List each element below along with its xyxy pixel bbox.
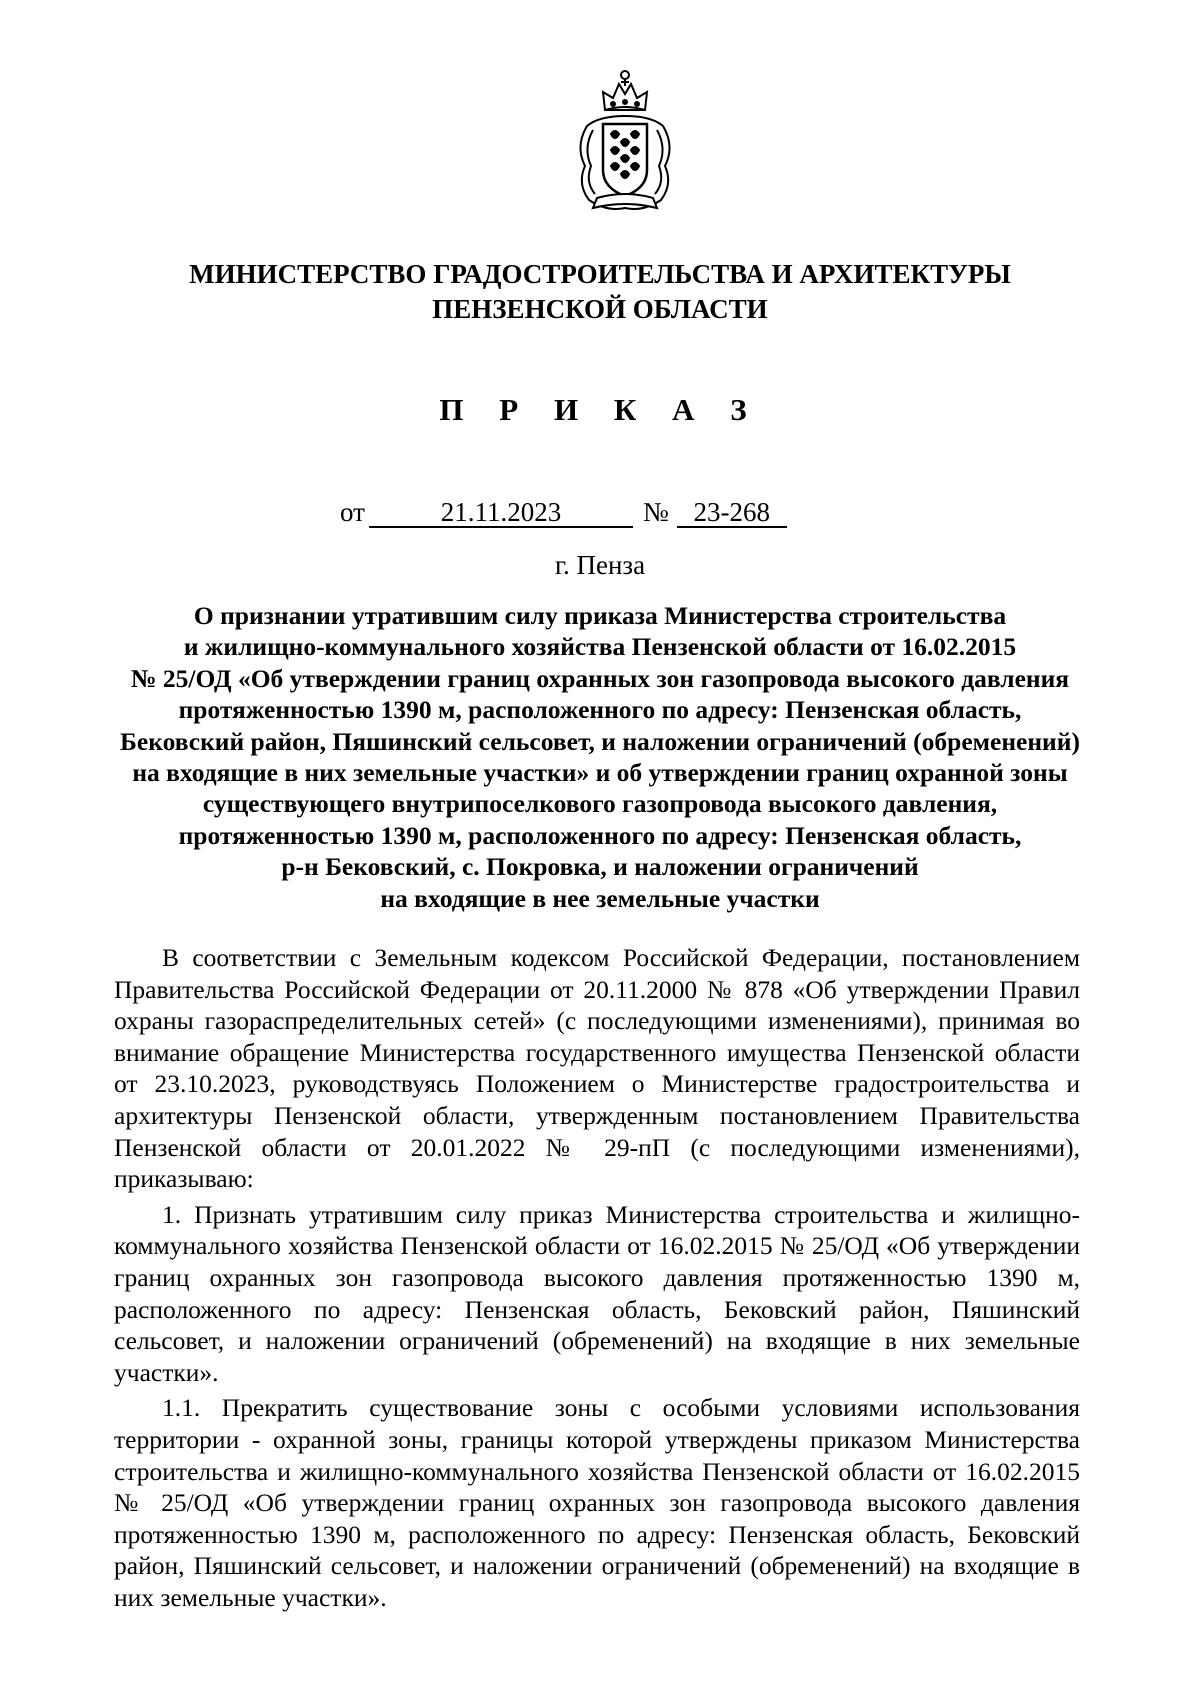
preamble-paragraph: В соответствии с Земельным кодексом Российской Федерации, постановлением Правительства Российской Федерации от 20.11.2000 № 878 «Об утверждении Правил охраны газораспределительных сетей» (с последующими изменениями), принимая во внимание обращение Министерства государственного имущества Пензенской области от 23.10.2023, руководствуясь Положением о Министерстве градостроительства и архитектуры Пензенской области, утвержденным постановлением Правительства Пензенской области от 20.01.2022 № 29-пП (с последующими изменениями), приказываю: <box>114 943 1080 1194</box>
item-1-paragraph: 1. Признать утратившим силу приказ Министерства строительства и жилищно-коммунального хозяйства Пензенской области от 16.02.2015 № 25/ОД «Об утверждении границ охранных зон газопровода высокого давления протяженностью 1390 м, расположенного по адресу: Пензенская область, Бековский район, Пяшинский сельсовет, и наложении ограничений (обременений) на входящие в них земельные участки». <box>114 1199 1080 1387</box>
order-number: 23-268 <box>677 498 787 528</box>
subject-line: протяженностью 1390 м, расположенного по адресу: Пензенская область, <box>178 820 1022 850</box>
subject-line: Бековский район, Пяшинский сельсовет, и наложении ограничений (обременений) <box>120 726 1080 756</box>
order-date-number-line <box>340 497 787 528</box>
ministry-name-line-2: ПЕНЗЕНСКОЙ ОБЛАСТИ <box>432 294 768 324</box>
subject-line: на входящие в нее земельные участки <box>380 883 820 913</box>
ministry-name <box>100 257 1100 327</box>
number-sign: № <box>642 497 669 527</box>
document-type-title: П Р И К А З <box>439 392 761 427</box>
subject-line: № 25/ОД «Об утверждении границ охранных зон газопровода высокого давления <box>130 663 1070 693</box>
city-name: г. Пенза <box>554 550 646 580</box>
order-date: 21.11.2023 <box>369 498 633 528</box>
subject-line: р-н Бековский, с. Покровка, и наложении ограничений <box>281 852 919 882</box>
subject-line: на входящие в них земельные участки» и об утверждении границ охранной зоны <box>132 758 1068 788</box>
order-subject <box>110 600 1090 914</box>
subject-line: и жилищно-коммунального хозяйства Пензенской области от 16.02.2015 <box>183 632 1017 662</box>
subject-line: протяженностью 1390 м, расположенного по адресу: Пензенская область, <box>178 695 1022 725</box>
date-prefix: от <box>340 497 365 527</box>
ministry-name-line-1: МИНИСТЕРСТВО ГРАДОСТРОИТЕЛЬСТВА И АРХИТЕКТУРЫ <box>189 259 1011 289</box>
item-1-1-paragraph: 1.1. Прекратить существование зоны с особыми условиями использования территории - охранной зоны, границы которой утверждены приказом Министерства строительства и жилищно-коммунального хозяйства Пензенской области от 16.02.2015 № 25/ОД «Об утверждении границ охранных зон газопровода высокого давления протяженностью 1390 м, расположенного по адресу: Пензенская область, Бековский район, Пяшинский сельсовет, и наложении ограничений (обременений) на входящие в них земельные участки». <box>114 1393 1080 1612</box>
subject-line: существующего внутрипоселкового газопровода высокого давления, <box>202 789 998 819</box>
coat-of-arms-icon <box>567 66 683 216</box>
subject-line: О признании утратившим силу приказа Министерства строительства <box>193 601 1007 630</box>
order-body <box>114 942 1080 1613</box>
